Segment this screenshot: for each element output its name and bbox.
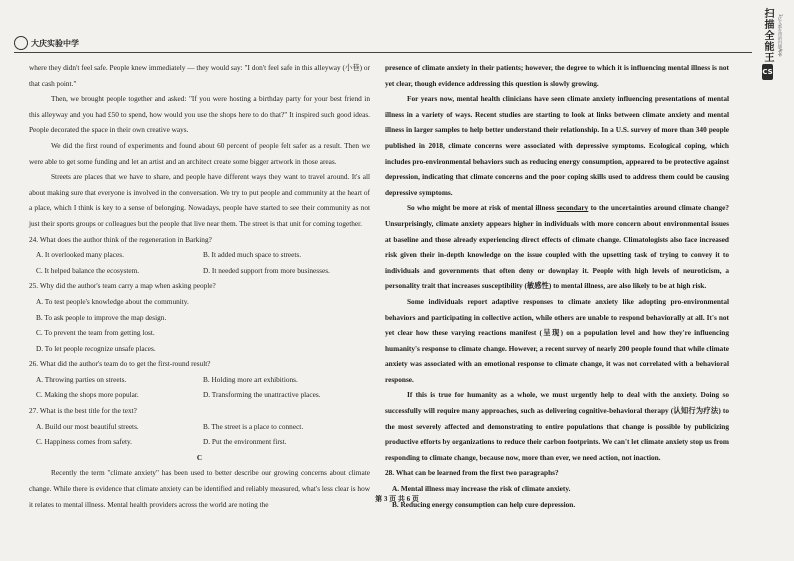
paragraph: For years now, mental health clinicians have seen climate anxiety influencing presentations of mental illness in a variety of ways. Recent studies are starting to look at links between climate anxiety and mental illness in larger samples to help better understand their relationship. In a U.S. survey of more than 340 people published in 2018, climate concerns were associated with depressive symptoms. Ecological coping, which includes pro-environmental behaviors such as reducing energy consumption, appeared to be protective against depression, indicating that climate concerns and the poor coping skills used to address them could be causing depressive symptoms. xyxy=(385,94,729,197)
paragraph: presence of climate anxiety in their patients; however, the degree to which it is influencing mental illness is not yet clear, though evidence addressing this question is slowly growing. xyxy=(385,63,729,88)
question-27-options xyxy=(29,419,370,450)
option: C. To prevent the team from getting lost. xyxy=(36,328,155,338)
paragraph: Recently the term "climate anxiety" has been used to better describe our growing concerns about climate change. While there is evidence that climate anxiety can be identified and reliably measured, what's less clear is how it relates to mental illness. Mental health providers across the world are noting the xyxy=(29,468,370,509)
option: A. Build our most beautiful streets. xyxy=(36,421,139,431)
question-28: 28. What can be learned from the first two paragraphs? xyxy=(385,468,559,478)
paragraph: Streets are places that we have to share, and people have different ways they want to travel around. It's all about making sure that everyone is involved in the conversation. We try to put people and community at the heart of a place, which I think is key to a sense of belonging. Nowadays, people have started to see their community as not just their sports groups or colleagues but the people that live near them. The street is that unit for coming together. xyxy=(29,172,370,228)
scanner-watermark xyxy=(757,6,791,96)
paragraph-text: to the uncertainties around climate change? Unsurprisingly, climate anxiety appears higher in individuals with more concern about environmental issues at baseline and those already experiencing direct effects of climate change. Climatologists also face increased risk given their in-depth knowledge on the issue coupled with the upsetting task of trying to convey it to individuals and governments that often deny or downplay it. People with high levels of neuroticism, a personality trait that increases susceptibility (敏感性) to mental illness, are also likely to be at high risk. xyxy=(385,203,729,291)
header-divider xyxy=(14,52,752,53)
app-tagline: 3亿人都在用的扫描App xyxy=(778,14,783,57)
option: C. Making the shops more popular. xyxy=(36,390,139,400)
page-header xyxy=(14,34,754,52)
paragraph: We did the first round of experiments and found about 60 percent of people felt safer as a result. Then we were able to get some funding and let an artist and an architect create some bigger artwork in those areas. xyxy=(29,140,370,166)
question-25: 25. Why did the author's team carry a map when asking people? xyxy=(29,281,216,291)
option: A. Mental illness may increase the risk of climate anxiety. xyxy=(392,484,571,494)
option: D. Transforming the unattractive places. xyxy=(203,390,321,400)
underlined-word: secondary xyxy=(556,203,589,213)
question-26-options xyxy=(29,372,370,403)
school-name: 大庆实验中学 xyxy=(31,38,79,48)
option: B. The street is a place to connect. xyxy=(203,421,304,431)
right-column xyxy=(385,60,729,512)
left-column xyxy=(29,60,370,512)
paragraph-text: So who might be more at risk of mental illness xyxy=(407,203,557,213)
option: D. To let people recognize unsafe places. xyxy=(36,343,156,353)
option: B. It added much space to streets. xyxy=(203,250,302,260)
paragraph: Then, we brought people together and asked: "If you were hosting a birthday party for your best friend in this alleyway and you had £50 to spend, how would you use the shops here to do that?" It inspired such good ideas. People decorated the space in their own creative ways. xyxy=(29,94,370,135)
paragraph: If this is true for humanity as a whole, we must urgently help to deal with the anxiety. Doing so successfully will require many approaches, such as delivering cognitive-behavioral therapy (认知行为疗法) to the most severely affected and demonstrating to entire populations that change is possible by publicizing productive efforts by organizations to reduce their carbon footprints. We can't let climate anxiety stop us from responding to climate change, because now, more than ever, we need action, not inaction. xyxy=(385,390,729,462)
paragraph: Some individuals report adaptive responses to climate anxiety like adopting pro-environmental behaviors and participating in collective action, while others are unable to respond behaviorally at all. It's not yet clear how these varying reactions manifest (呈现) on a population level and how they're influencing humanity's response to climate change. However, a recent survey of nearly 200 people found that while climate anxiety was associated with an emotional response to climate change, it was not correlated with a behavioral response. xyxy=(385,296,729,384)
option: D. It needed support from more businesses. xyxy=(203,265,330,275)
question-27: 27. What is the best title for the text? xyxy=(29,406,137,416)
cs-logo-icon: CS xyxy=(762,64,773,80)
school-logo-icon xyxy=(14,36,28,50)
paragraph xyxy=(385,200,729,294)
option: C. It helped balance the ecosystem. xyxy=(36,265,140,275)
option: B. To ask people to improve the map design. xyxy=(36,312,167,322)
paragraph: where they didn't feel safe. People knew immediately — they would say: "I don't feel safe in this alleyway (小巷) or that cash point." xyxy=(29,63,370,88)
question-24: 24. What does the author think of the regeneration in Barking? xyxy=(29,234,212,244)
option: A. It overlooked many places. xyxy=(36,250,124,260)
app-name: 扫描全能王 xyxy=(762,8,773,63)
section-heading: C xyxy=(196,452,203,462)
page-number: 第 3 页 共 6 页 xyxy=(375,495,419,503)
option: B. Holding more art exhibitions. xyxy=(203,374,298,384)
option: D. Put the environment first. xyxy=(203,437,287,447)
option: B. Reducing energy consumption can help cure depression. xyxy=(392,499,576,509)
question-24-options xyxy=(29,247,370,278)
option: A. Throwing parties on streets. xyxy=(36,374,127,384)
question-26: 26. What did the author's team do to get the first-round result? xyxy=(29,359,211,369)
option: C. Happiness comes from safety. xyxy=(36,437,132,447)
option: A. To test people's knowledge about the community. xyxy=(36,296,189,306)
